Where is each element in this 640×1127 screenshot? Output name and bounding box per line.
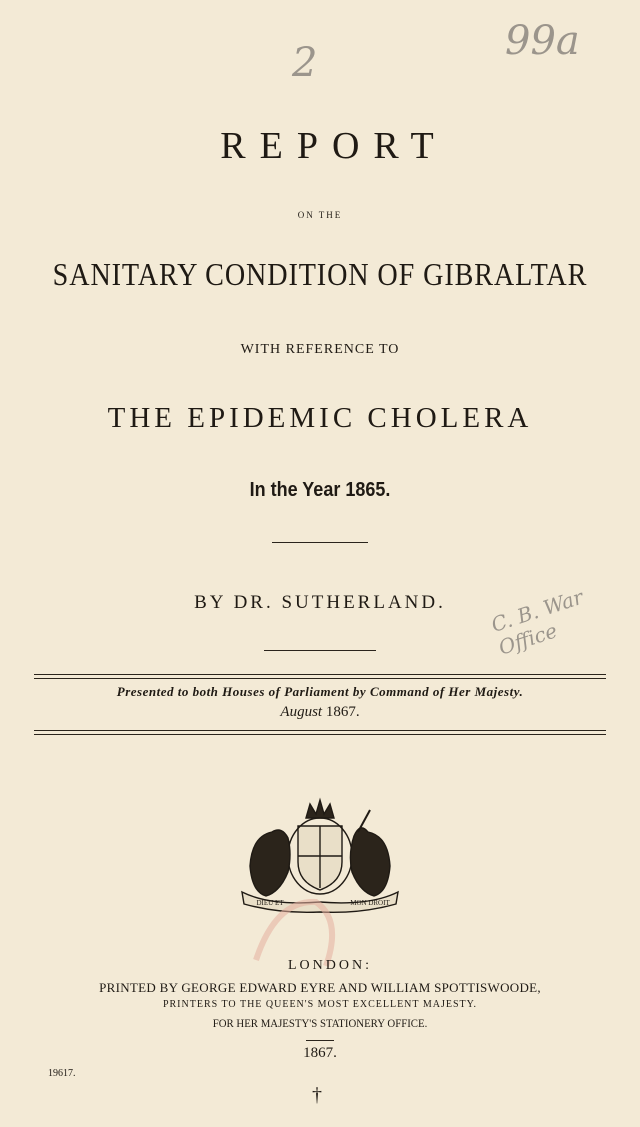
presentation-year: 1867. (325, 704, 360, 720)
pencil-note-top-right: 99a (505, 18, 580, 64)
pencil-note-side: C. B. War Office (488, 584, 587, 660)
separator-rule-3 (306, 1040, 334, 1041)
lion-supporter-icon (250, 830, 290, 896)
imprint-year: 1867. (303, 1045, 337, 1061)
presentation-date (0, 704, 640, 721)
unicorn-supporter-icon (350, 828, 390, 896)
imprint-role: PRINTERS TO THE QUEEN'S MOST EXCELLENT MAJESTY. (162, 999, 478, 1010)
author-line: BY DR. SUTHERLAND. (194, 592, 446, 613)
imprint-city: LONDON: (288, 958, 372, 973)
presentation-month: August (280, 704, 323, 720)
on-the-label: ON THE (297, 210, 343, 220)
imprint-office: FOR HER MAJESTY'S STATIONERY OFFICE. (212, 1016, 428, 1030)
separator-rule-2 (264, 650, 376, 651)
disease-heading: THE EPIDEMIC CHOLERA (107, 402, 533, 434)
motto-left: DIEU ET (256, 899, 284, 907)
double-rule-top-b (34, 678, 606, 679)
pencil-note-top-left: 2 (292, 40, 318, 86)
with-reference-label: WITH REFERENCE TO (240, 342, 400, 357)
printer-mark-icon: † (312, 1084, 322, 1106)
crown-icon (306, 800, 334, 818)
double-rule-top-a (34, 674, 606, 675)
presentation-line: Presented to both Houses of Parliament by Command of Her Majesty. (116, 684, 524, 699)
year-line: In the Year 1865. (249, 479, 391, 501)
motto-right: MON DROIT (350, 899, 390, 907)
imprint-printers: PRINTED BY GEORGE EDWARD EYRE AND WILLIAM SPOTTISWOODE, (99, 980, 541, 995)
report-title: REPORT (220, 125, 448, 167)
catalogue-number: 19617. (48, 1068, 76, 1079)
double-rule-bottom-b (34, 734, 606, 735)
separator-rule-1 (272, 542, 368, 543)
report-subject: SANITARY CONDITION OF GIBRALTAR (52, 256, 588, 292)
double-rule-bottom-a (34, 730, 606, 731)
